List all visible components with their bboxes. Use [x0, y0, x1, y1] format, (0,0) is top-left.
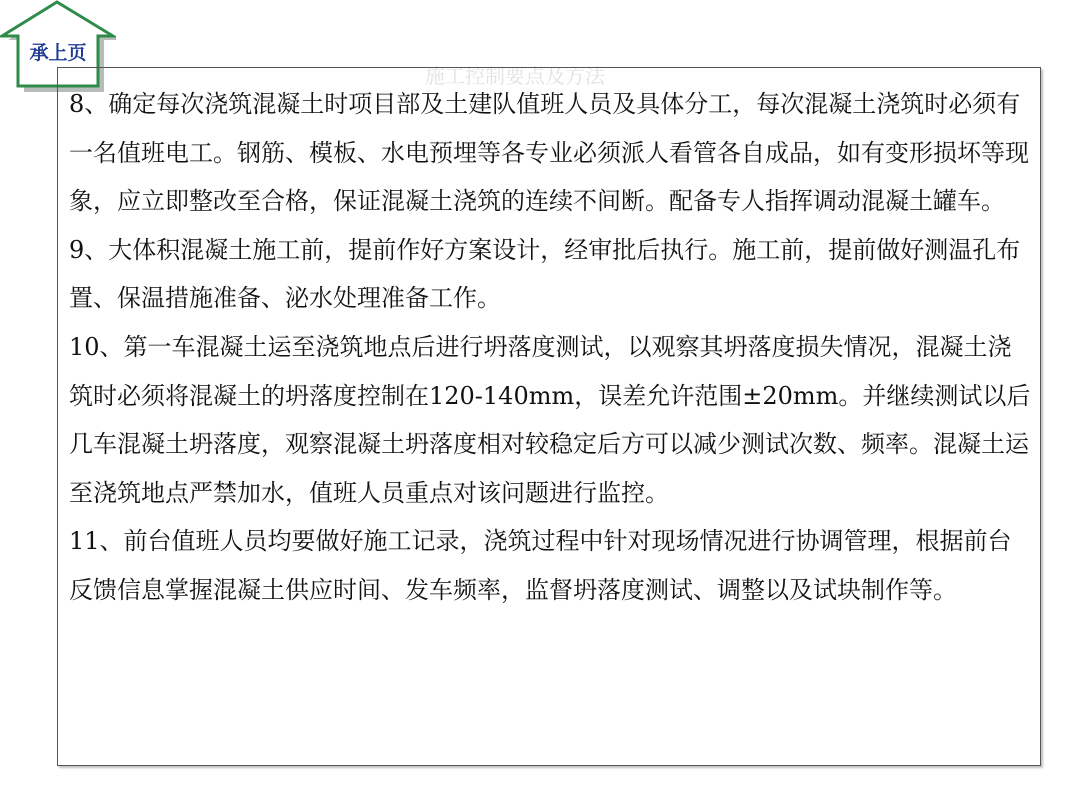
section-title: 施工控制要点及方法	[425, 64, 605, 88]
paragraph-item-8: 8、确定每次浇筑混凝土时项目部及土建队值班人员及具体分工，每次混凝土浇筑时必须有一名值班电工。钢筋、模板、水电预埋等各专业必须派人看管各自成品，如有变形损坏等现象，应立即整改至合格，保证混凝土浇筑的连续不间断。配备专人指挥调动混凝土罐车。	[69, 90, 1029, 216]
paragraph-item-11: 11、前台值班人员均要做好施工记录，浇筑过程中针对现场情况进行协调管理，根据前台反馈信息掌握混凝土供应时间、发车频率，监督坍落度测试、调整以及试块制作等。	[69, 527, 1012, 604]
content-body	[69, 80, 1031, 615]
previous-page-label: 承上页	[29, 42, 87, 64]
paragraph-item-10: 10、第一车混凝土运至浇筑地点后进行坍落度测试，以观察其坍落度损失情况，混凝土浇筑时必须将混凝土的坍落度控制在120-140mm，误差允许范围±20mm。并继续测试以后几车混凝土坍落度，观察混凝土坍落度相对较稳定后方可以减少测试次数、频率。混凝土运至浇筑地点严禁加水，值班人员重点对该问题进行监控。	[69, 332, 1031, 507]
paragraph-item-9: 9、大体积混凝土施工前，提前作好方案设计，经审批后执行。施工前，提前做好测温孔布置、保温措施准备、泌水处理准备工作。	[69, 235, 1021, 313]
